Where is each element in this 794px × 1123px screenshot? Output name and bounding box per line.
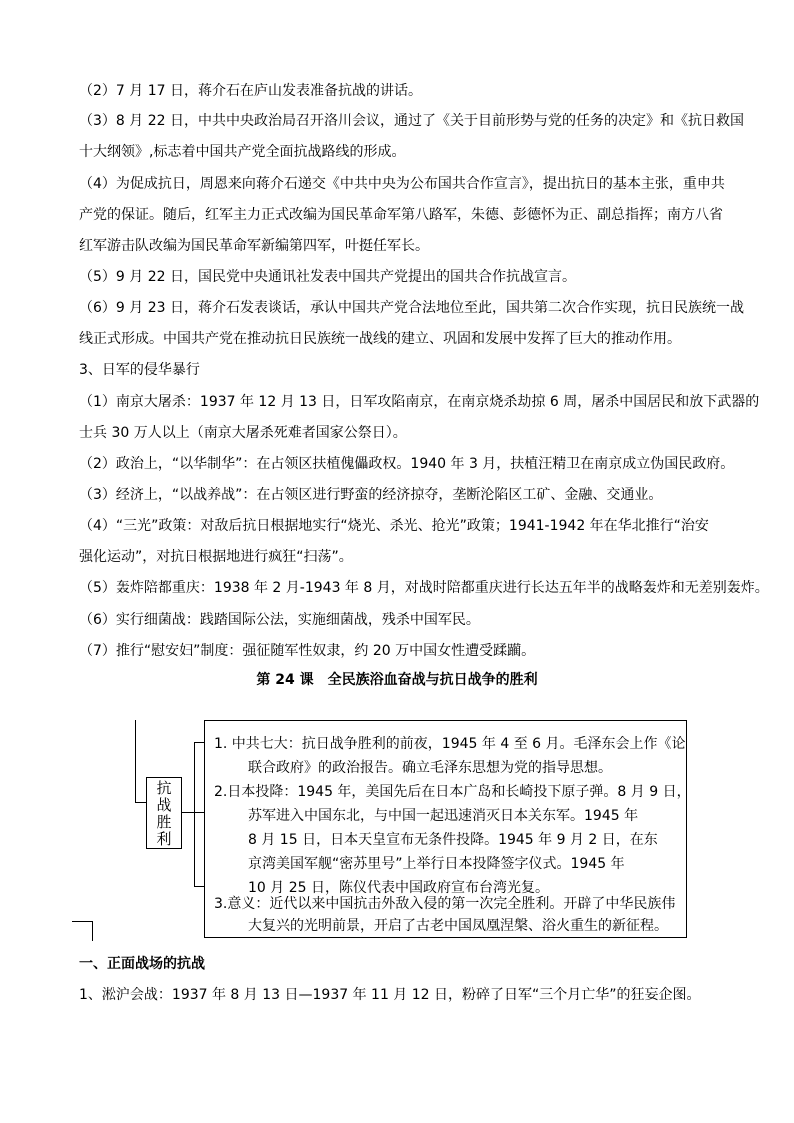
- victory-content-box: [204, 720, 691, 938]
- paragraph-text: （5）轰炸陪都重庆：1938 年 2 月-1943 年 8 月，对战时陪都重庆进行长达五年半的战略轰炸和无差别轰炸。: [79, 580, 769, 596]
- paragraph-text: 士兵 30 万人以上（南京大屠杀死难者国家公祭日）。: [79, 425, 407, 441]
- corner-mark: [72, 921, 92, 922]
- box-line: 苏军进入中国东北，与中国一起迅速消灭日本关东军。1945 年: [248, 808, 639, 824]
- paragraph-text: 1、淞沪会战：1937 年 8 月 13 日—1937 年 11 月 12 日，粉碎了日军“三个月亡华”的狂妄企图。: [79, 987, 701, 1003]
- diagram-connector: [194, 742, 204, 743]
- paragraph-text: （6）9 月 23 日，蒋介石发表谈话，承认中国共产党合法地位至此，国共第二次合作实现，抗日民族统一战: [79, 300, 744, 316]
- victory-label-box: [146, 777, 182, 849]
- paragraph-text: （2）7 月 17 日，蒋介石在庐山发表准备抗战的讲话。: [79, 83, 422, 99]
- box-line: 联合政府》的政治报告。确立毛泽东思想为党的指导思想。: [248, 760, 612, 776]
- section-heading: 一、正面战场的抗战: [79, 956, 205, 972]
- paragraph-text: 线正式形成。中国共产党在推动抗日民族统一战线的建立、巩固和发展中发挥了巨大的推动作用。: [79, 331, 681, 347]
- lesson-title: 第 24 课 全民族浴血奋战与抗日战争的胜利: [256, 672, 538, 688]
- paragraph-text: （2）政治上，“以华制华”：在占领区扶植傀儡政权。1940 年 3 月，扶植汪精卫在南京成立伪国民政府。: [79, 456, 735, 472]
- box-line: 1. 中共七大：抗日战争胜利的前夜，1945 年 4 至 6 月。毛泽东会上作《论: [214, 736, 686, 752]
- diagram-connector: [135, 720, 136, 802]
- box-line: 京湾美国军舰“密苏里号”上举行日本投降签字仪式。1945 年: [248, 856, 625, 872]
- diagram-connector: [182, 812, 194, 813]
- diagram-bracket: [194, 742, 195, 886]
- paragraph-text: （4）“三光”政策：对敌后抗日根据地实行“烧光、杀光、抢光”政策；1941-1942 年在华北推行“治安: [79, 518, 709, 534]
- paragraph-text: （5）9 月 22 日，国民党中央通讯社发表中国共产党提出的国共合作抗战宣言。: [79, 269, 576, 285]
- paragraph-text: （3）8 月 22 日，中共中央政治局召开洛川会议，通过了《关于目前形势与党的任务的决定》和《抗日救国: [79, 113, 744, 129]
- paragraph-text: （4）为促成抗日，周恩来向蒋介石递交《中共中央为公布国共合作宣言》，提出抗日的基本主张，重申共: [79, 176, 725, 192]
- victory-label-char: 利: [156, 830, 172, 848]
- box-line: 10 月 25 日，陈仪代表中国政府宣布台湾光复。: [248, 880, 549, 896]
- box-line: 2.日本投降：1945 年，美国先后在日本广岛和长崎投下原子弹。8 月 9 日，: [214, 784, 691, 800]
- box-line: 3.意义：近代以来中国抗击外敌入侵的第一次完全胜利。开辟了中华民族伟: [214, 896, 676, 912]
- paragraph-text: 十大纲领》,标志着中国共产党全面抗战路线的形成。: [79, 144, 406, 160]
- victory-label-char: 战: [156, 796, 172, 814]
- paragraph-text: （3）经济上，“以战养战”：在占领区进行野蛮的经济掠夺，垄断沦陷区工矿、金融、交通业。: [79, 487, 663, 503]
- diagram-connector: [194, 812, 204, 813]
- diagram-connector: [194, 886, 204, 887]
- victory-label-char: 胜: [156, 813, 172, 831]
- paragraph-text: 产党的保证。随后，红军主力正式改编为国民革命军第八路军，朱德、彭德怀为正、副总指挥；南方八省: [79, 207, 723, 223]
- diagram-connector: [135, 802, 146, 803]
- paragraph-text: （6）实行细菌战：践踏国际公法，实施细菌战，残杀中国军民。: [79, 612, 480, 628]
- paragraph-text: 强化运动”，对抗日根据地进行疯狂“扫荡”。: [79, 549, 353, 565]
- box-line: 大复兴的光明前景，开启了古老中国凤凰涅槃、浴火重生的新征程。: [248, 918, 668, 934]
- victory-label-char: 抗: [156, 779, 172, 797]
- paragraph-text: （1）南京大屠杀：1937 年 12 月 13 日，日军攻陷南京，在南京烧杀劫掠 6 周，屠杀中国居民和放下武器的: [79, 394, 760, 410]
- paragraph-text: 红军游击队改编为国民革命军新编第四军，叶挺任军长。: [79, 238, 429, 254]
- box-line: 8 月 15 日，日本天皇宣布无条件投降。1945 年 9 月 2 日，在东: [248, 832, 658, 848]
- corner-mark: [92, 921, 93, 941]
- subsection-heading: 3、日军的侵华暴行: [79, 362, 200, 378]
- paragraph-text: （7）推行“慰安妇”制度：强征随军性奴隶，约 20 万中国女性遭受蹂躏。: [79, 643, 536, 659]
